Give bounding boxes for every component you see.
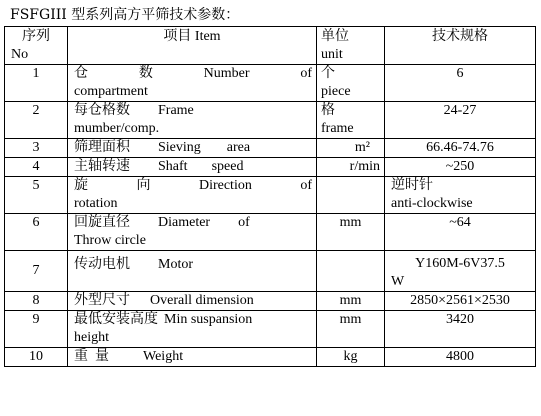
item-en: of	[300, 178, 312, 193]
header-spec	[385, 27, 536, 65]
item-line	[74, 214, 312, 232]
table-row	[5, 348, 536, 367]
unit-en: frame	[321, 121, 354, 136]
row-spec	[385, 177, 536, 214]
row-item	[68, 102, 317, 139]
item-en: Weight	[143, 349, 184, 364]
spec-value: 24-27	[443, 103, 477, 118]
item-cn: 传动电机	[74, 257, 130, 272]
item-en: Motor	[158, 257, 193, 272]
item-line	[74, 139, 312, 157]
spec-value: Y160M-6V37.5	[415, 256, 505, 271]
table-header-row	[5, 27, 536, 65]
row-spec	[385, 348, 536, 367]
spec-value: 6	[456, 66, 464, 81]
row-item	[68, 292, 317, 311]
row-no-text: 1	[32, 66, 40, 81]
header-item-label: 项目 Item	[163, 29, 221, 44]
row-spec	[385, 251, 536, 292]
row-no	[5, 251, 68, 292]
spec-value: 66.46-74.76	[426, 140, 494, 155]
spec-value: 4800	[446, 349, 474, 364]
spec-value: 3420	[446, 312, 474, 327]
unit-value: m²	[354, 140, 370, 155]
table-row	[5, 311, 536, 348]
row-spec	[385, 292, 536, 311]
table-row	[5, 139, 536, 158]
row-no	[5, 139, 68, 158]
row-unit	[317, 139, 385, 158]
row-unit	[317, 311, 385, 348]
row-no	[5, 102, 68, 139]
row-unit	[317, 292, 385, 311]
header-unit-en: unit	[321, 47, 343, 62]
item-line	[74, 158, 312, 176]
row-item	[68, 65, 317, 102]
row-no	[5, 177, 68, 214]
row-spec	[385, 158, 536, 177]
item-line	[74, 311, 312, 329]
row-item	[68, 311, 317, 348]
spec-value: anti-clockwise	[391, 196, 473, 211]
unit-value: mm	[339, 215, 362, 230]
item-line	[74, 177, 312, 195]
row-unit	[317, 158, 385, 177]
item-en: Sieving	[158, 140, 201, 155]
row-item	[68, 251, 317, 292]
unit-value: kg	[343, 349, 358, 364]
item-cn: 旋	[74, 178, 88, 193]
row-no-text: 6	[32, 215, 40, 230]
row-item	[68, 139, 317, 158]
row-no-text: 3	[32, 140, 40, 155]
row-no-text: 9	[32, 312, 40, 327]
row-spec	[385, 139, 536, 158]
table-row	[5, 251, 536, 292]
item-cn: 主轴转速	[74, 159, 130, 174]
spec-value: ~64	[449, 215, 471, 230]
unit-cn: 格	[321, 103, 335, 118]
item-line	[74, 65, 312, 83]
item-cn: 仓	[74, 66, 88, 81]
item-cn: 最低安装高度	[74, 312, 158, 327]
item-en: Min suspansion	[164, 312, 253, 327]
item-en: of	[238, 215, 250, 230]
item-cn: 回旋直径	[74, 215, 130, 230]
row-spec	[385, 102, 536, 139]
header-no	[5, 27, 68, 65]
row-unit	[317, 348, 385, 367]
item-en: Overall dimension	[150, 293, 254, 308]
row-no	[5, 311, 68, 348]
item-en: Number	[203, 66, 250, 81]
item-cn: 向	[136, 178, 151, 193]
item-en: Frame	[158, 103, 194, 118]
row-item	[68, 177, 317, 214]
document-title: FSFGIII 型系列高方平筛技术参数：	[10, 7, 240, 23]
row-spec	[385, 311, 536, 348]
row-no	[5, 348, 68, 367]
row-no	[5, 214, 68, 251]
item-en: area	[226, 140, 251, 155]
header-spec-label: 技术规格	[432, 29, 488, 44]
item-en: mumber/comp.	[74, 121, 160, 136]
row-spec	[385, 214, 536, 251]
header-no-en: No	[11, 47, 29, 62]
table-row	[5, 158, 536, 177]
row-no-text: 10	[29, 349, 43, 364]
item-cn: 数	[138, 66, 153, 81]
spec-value: ~250	[445, 159, 475, 174]
spec-value: 逆时针	[391, 178, 433, 193]
row-unit	[317, 65, 385, 102]
item-en: Diameter	[158, 215, 211, 230]
item-line	[74, 292, 312, 310]
spec-value: W	[391, 274, 405, 289]
item-en: speed	[211, 159, 244, 174]
item-en: rotation	[74, 196, 118, 211]
row-no-text: 2	[32, 103, 40, 118]
item-en: Throw circle	[74, 233, 146, 248]
unit-cn: 个	[321, 66, 335, 81]
row-no-text: 4	[32, 159, 40, 174]
row-unit	[317, 177, 385, 214]
item-cn: 重 量	[74, 349, 109, 364]
row-no	[5, 158, 68, 177]
row-no-text: 7	[32, 263, 40, 278]
header-no-cn: 序列	[22, 29, 50, 44]
table-row	[5, 102, 536, 139]
item-cn: 每仓格数	[74, 103, 130, 118]
item-en: Shaft	[158, 159, 188, 174]
unit-en: piece	[321, 84, 351, 99]
item-cn: 外型尺寸	[74, 293, 130, 308]
unit-value: mm	[339, 293, 362, 308]
table-row	[5, 214, 536, 251]
row-no-text: 5	[32, 178, 40, 193]
row-item	[68, 214, 317, 251]
item-en: of	[300, 66, 312, 81]
item-en: height	[74, 330, 109, 345]
row-unit	[317, 214, 385, 251]
item-cn: 筛理面积	[74, 140, 130, 155]
item-en: compartment	[74, 84, 148, 99]
item-line	[74, 348, 312, 366]
spec-table	[4, 26, 536, 367]
row-unit	[317, 251, 385, 292]
table-row	[5, 292, 536, 311]
unit-value: r/min	[349, 159, 380, 174]
row-unit	[317, 102, 385, 139]
header-unit-cn: 单位	[321, 29, 349, 44]
row-no	[5, 65, 68, 102]
header-item	[68, 27, 317, 65]
row-spec	[385, 65, 536, 102]
row-no-text: 8	[32, 293, 40, 308]
row-item	[68, 348, 317, 367]
item-en: Direction	[198, 178, 252, 193]
header-unit	[317, 27, 385, 65]
spec-value: 2850×2561×2530	[410, 293, 510, 308]
row-no	[5, 292, 68, 311]
table-row	[5, 177, 536, 214]
table-row	[5, 65, 536, 102]
row-item	[68, 158, 317, 177]
item-line	[74, 256, 312, 274]
item-line	[74, 102, 312, 120]
unit-value: mm	[339, 312, 362, 327]
